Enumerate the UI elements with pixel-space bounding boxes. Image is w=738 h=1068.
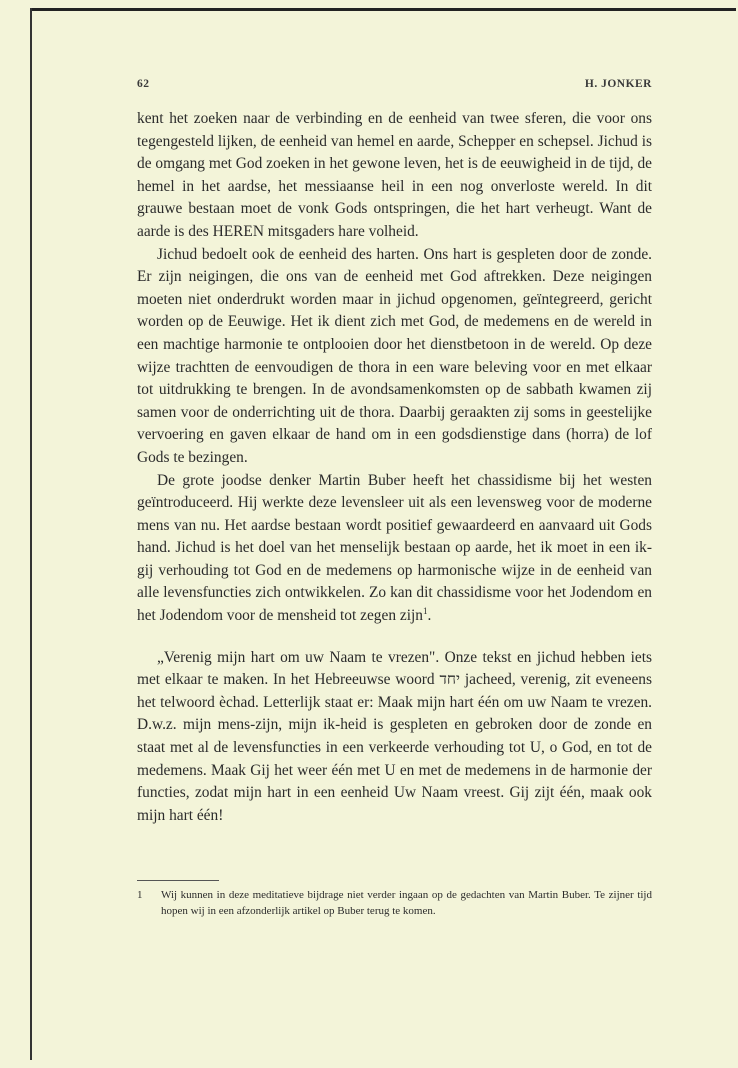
paragraph-1: kent het zoeken naar de verbinding en de eenheid van twee sferen, die voor ons tegengesteld lijken, de eenheid van hemel en aarde, Schepper en schepsel. Jichud is de omgang met God zoeken in het gewone leven, het is de eeuwigheid in de tijd, de hemel in het aardse, het messiaanse heil in een nog onverloste wereld. In dit grauwe bestaan moet de vonk Gods ontspringen, die het hart verheugt. Want de aarde is des HEREN mitsgaders hare volheid.	[137, 110, 652, 240]
scan-border-left	[30, 8, 32, 1060]
running-head: H. JONKER	[584, 78, 652, 90]
paragraph-3-end: .	[427, 607, 432, 625]
paragraph-3	[137, 470, 652, 628]
footnote-text: Wij kunnen in deze meditatieve bijdrage niet verder ingaan op de gedachten van Martin Buber. Te zijner tijd hopen wij in een afzonderlijk artikel op Buber terug te komen.	[161, 889, 652, 917]
paragraph-4: „Verenig mijn hart om uw Naam te vrezen". Onze tekst en jichud hebben iets met elkaar te maken. In het Hebreeuwse woord יחד jacheed, verenig, zit eveneens het telwoord èchad. Letterlijk staat er: Maak mijn hart één om uw Naam te vrezen. D.w.z. mijn mens-zijn, mijn ik-heid is gespleten en gebroken door de zonde en staat met al de levensfuncties in een verkeerde verhouding tot U, o God, en tot de medemens. Maak Gij het weer één met U en met de medemens in de harmonie der functies, zodat mijn hart in een eenheid Uw Naam vreest. Gij zijt één, maak ook mijn hart één!	[137, 648, 652, 824]
footnote-divider	[137, 880, 219, 881]
footnote-reference[interactable]: 1	[422, 605, 428, 616]
footnote-number: 1	[137, 889, 143, 901]
page-number: 62	[137, 78, 150, 90]
scan-border-top	[30, 8, 736, 11]
body-text	[137, 108, 652, 827]
footnote	[137, 888, 652, 919]
paragraph-3-text: De grote joodse denker Martin Buber heeft het chassidisme bij het westen geïntroduceerd. Hij werkte deze levensleer uit als een levensweg voor de moderne mens van nu. Het aardse bestaan wordt positief gewaardeerd en aanvaard uit Gods hand. Jichud is het doel van het menselijk bestaan op aarde, het ik moet in een ik-gij verhouding tot God en de medemens op harmonische wijze in de eenheid van alle levensfuncties zich ontwikkelen. Zo kan dit chassidisme voor het Jodendom en het Jodendom voor de mensheid tot zegen zijn	[137, 471, 652, 625]
paragraph-2: Jichud bedoelt ook de eenheid des harten. Ons hart is gespleten door de zonde. Er zijn neigingen, die ons van de eenheid met God aftrekken. Deze neigingen moeten niet onderdrukt worden maar in jichud opgenomen, geïntegreerd, gericht worden op de Eeuwige. Het ik dient zich met God, de medemens en de wereld in een machtige harmonie te ontplooien door het dienstbetoon in de wereld. Op deze wijze trachtten de eenvoudigen de thora in een ware beleving voor en met elkaar tot uitdrukking te brengen. In de avondsamenkomsten op de sabbath kwamen zij samen voor de onderrichting uit de thora. Daarbij geraakten zij soms in geestelijke vervoering en gaven elkaar de hand om in een godsdienstige dans (horra) de lof Gods te bezingen.	[137, 245, 652, 466]
page-header	[137, 78, 652, 90]
